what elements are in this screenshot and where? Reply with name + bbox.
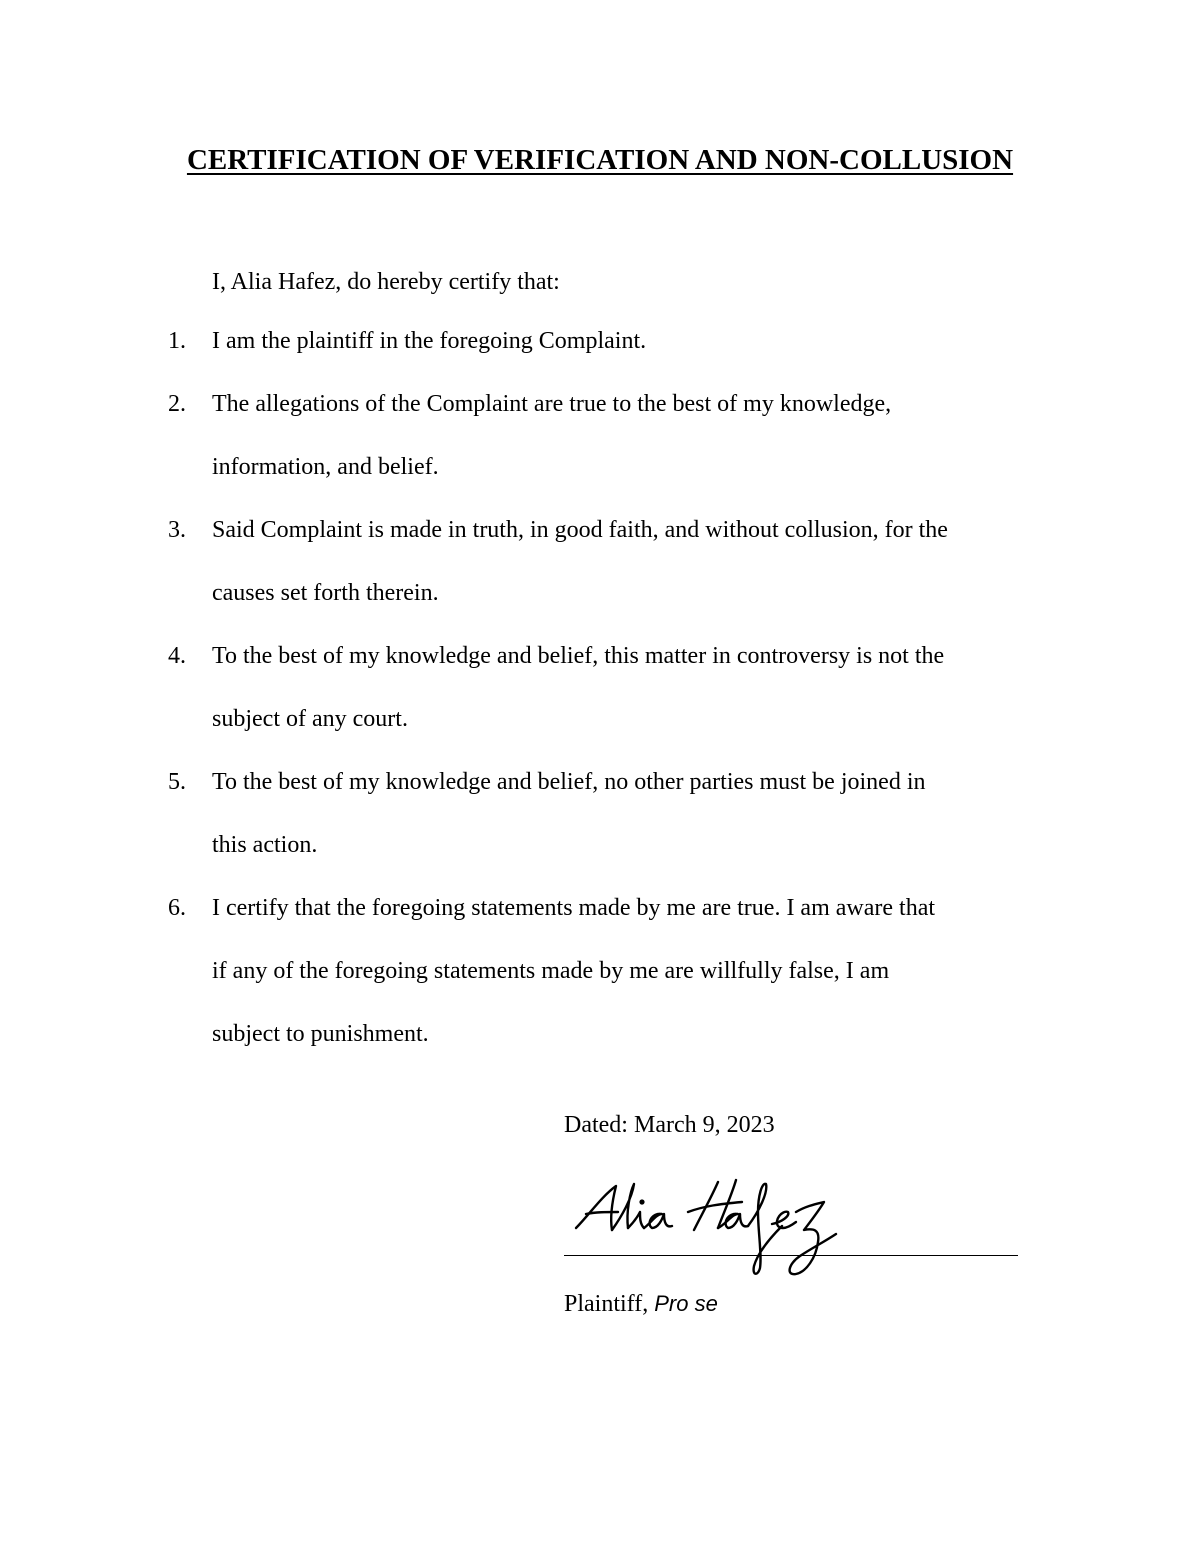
list-item-number: 2. [168, 391, 186, 417]
signer-role-label: Plaintiff, [564, 1291, 649, 1317]
list-item-text: To the best of my knowledge and belief, no other parties must be joined in [212, 769, 926, 795]
list-item-text: subject of any court. [212, 706, 408, 732]
list-item-text: To the best of my knowledge and belief, this matter in controversy is not the [212, 643, 945, 669]
signer-role [564, 1288, 718, 1320]
document-title: CERTIFICATION OF VERIFICATION AND NON-COLLUSION [186, 144, 1014, 176]
signer-role-italic: Pro se [654, 1291, 718, 1316]
list-item-text: information, and belief. [212, 454, 439, 480]
list-item-text: causes set forth therein. [212, 580, 439, 606]
list-item-number: 4. [168, 643, 186, 669]
list-item-number: 3. [168, 517, 186, 543]
list-item-number: 5. [168, 769, 186, 795]
list-item-text: Said Complaint is made in truth, in good faith, and without collusion, for the [212, 517, 948, 543]
list-item-text: I certify that the foregoing statements made by me are true. I am aware that [212, 895, 936, 921]
list-item-text: this action. [212, 832, 318, 858]
list-item-text: subject to punishment. [212, 1021, 429, 1047]
certification-intro: I, Alia Hafez, do hereby certify that: [212, 269, 560, 295]
list-item-number: 6. [168, 895, 186, 921]
list-item-text: I am the plaintiff in the foregoing Complaint. [212, 328, 647, 354]
list-item-text: if any of the foregoing statements made by me are willfully false, I am [212, 958, 890, 984]
signature-line [564, 1255, 1018, 1256]
list-item-number: 1. [168, 328, 186, 354]
dated-line: Dated: March 9, 2023 [564, 1112, 775, 1138]
signature-image [568, 1172, 858, 1282]
list-item-text: The allegations of the Complaint are true to the best of my knowledge, [212, 391, 892, 417]
